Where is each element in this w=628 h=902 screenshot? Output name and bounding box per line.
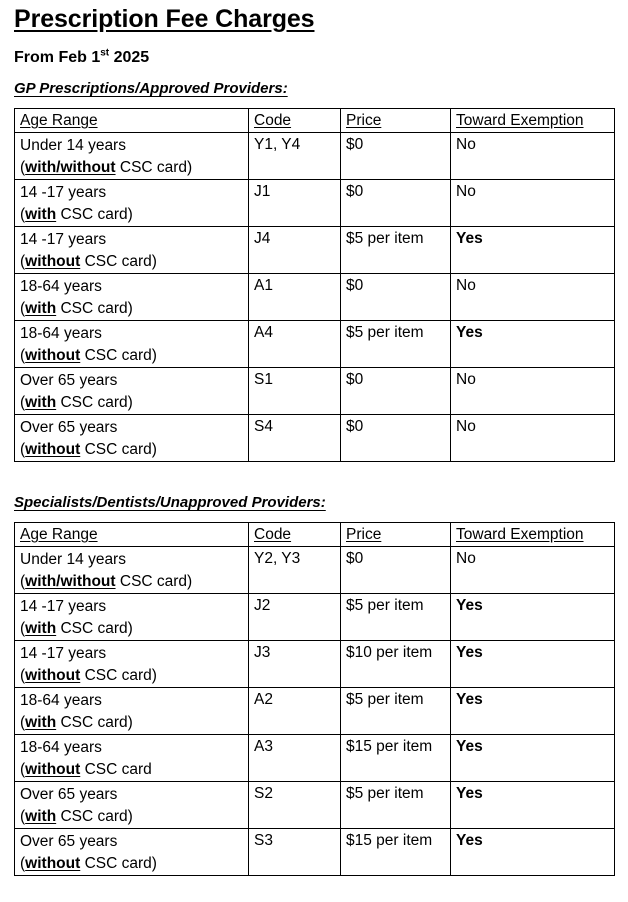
csc-suffix: CSC card) xyxy=(80,667,157,684)
age-range-line2 xyxy=(20,806,248,828)
table-row xyxy=(15,415,615,462)
csc-suffix: CSC card) xyxy=(80,253,157,270)
csc-emphasis: without xyxy=(25,667,81,684)
age-range-line2 xyxy=(20,157,248,179)
age-range-line1: 18-64 years xyxy=(20,739,102,756)
csc-prefix: ( xyxy=(20,159,26,176)
csc-prefix: ( xyxy=(20,206,26,223)
csc-suffix: CSC card) xyxy=(56,300,133,317)
table-row xyxy=(15,227,615,274)
csc-suffix: CSC card) xyxy=(56,714,133,731)
price-cell: $0 xyxy=(341,368,451,415)
table-row xyxy=(15,274,615,321)
csc-emphasis: with/without xyxy=(25,573,116,590)
age-range-line2 xyxy=(20,439,248,461)
age-range-cell xyxy=(15,594,249,641)
column-header xyxy=(451,109,615,133)
age-range-line2 xyxy=(20,204,248,226)
code-cell: S4 xyxy=(249,415,341,462)
csc-emphasis: without xyxy=(25,761,81,778)
table-row xyxy=(15,547,615,594)
toward-exemption-cell: Yes xyxy=(451,782,615,829)
csc-emphasis: with/without xyxy=(25,159,116,176)
table-row xyxy=(15,782,615,829)
column-header xyxy=(341,109,451,133)
csc-prefix: ( xyxy=(20,253,26,270)
toward-exemption-cell: No xyxy=(451,133,615,180)
code-cell: J2 xyxy=(249,594,341,641)
toward-exemption-cell: No xyxy=(451,415,615,462)
age-range-cell xyxy=(15,829,249,876)
age-range-line2 xyxy=(20,345,248,367)
csc-emphasis: with xyxy=(25,620,57,637)
age-range-line1: 14 -17 years xyxy=(20,231,107,248)
toward-exemption-cell: Yes xyxy=(451,688,615,735)
age-range-cell xyxy=(15,547,249,594)
age-range-cell xyxy=(15,641,249,688)
column-header-label: Age Range xyxy=(20,526,98,543)
age-range-line1: 14 -17 years xyxy=(20,598,107,615)
column-header xyxy=(451,523,615,547)
code-cell: A4 xyxy=(249,321,341,368)
toward-exemption-cell: Yes xyxy=(451,735,615,782)
toward-exemption-cell: Yes xyxy=(451,594,615,641)
code-cell: S3 xyxy=(249,829,341,876)
age-range-line1: 18-64 years xyxy=(20,278,102,295)
age-range-line2 xyxy=(20,298,248,320)
column-header-label: Toward Exemption xyxy=(456,112,584,129)
csc-suffix: CSC card) xyxy=(56,620,133,637)
csc-suffix: CSC card) xyxy=(115,573,193,590)
page-title: Prescription Fee Charges xyxy=(14,5,315,33)
code-cell: A2 xyxy=(249,688,341,735)
price-cell: $0 xyxy=(341,133,451,180)
toward-exemption-cell: Yes xyxy=(451,829,615,876)
column-header xyxy=(15,109,249,133)
csc-suffix: CSC card xyxy=(80,761,152,778)
age-range-line1: Under 14 years xyxy=(20,551,126,568)
age-range-line2 xyxy=(20,665,248,687)
fee-table-1 xyxy=(14,108,615,462)
age-range-cell xyxy=(15,782,249,829)
csc-emphasis: with xyxy=(25,714,57,731)
toward-exemption-cell: No xyxy=(451,547,615,594)
section-heading-2: Specialists/Dentists/Unapproved Providers: xyxy=(14,494,326,511)
csc-suffix: CSC card) xyxy=(115,159,193,176)
age-range-line1: 14 -17 years xyxy=(20,645,107,662)
price-cell: $15 per item xyxy=(341,829,451,876)
age-range-line2 xyxy=(20,712,248,734)
column-header-label: Code xyxy=(254,526,292,543)
column-header-label: Price xyxy=(346,526,382,543)
csc-prefix: ( xyxy=(20,620,26,637)
column-header xyxy=(249,109,341,133)
table-row xyxy=(15,594,615,641)
column-header-label: Toward Exemption xyxy=(456,526,584,543)
table-row xyxy=(15,133,615,180)
sections-container xyxy=(14,68,616,876)
toward-exemption-cell: No xyxy=(451,274,615,321)
age-range-line1: 18-64 years xyxy=(20,692,102,709)
age-range-line1: Over 65 years xyxy=(20,833,118,850)
csc-emphasis: with xyxy=(25,206,57,223)
column-header-label: Price xyxy=(346,112,382,129)
age-range-cell xyxy=(15,274,249,321)
price-cell: $10 per item xyxy=(341,641,451,688)
table-header-row xyxy=(15,523,615,547)
price-cell: $0 xyxy=(341,180,451,227)
code-cell: A1 xyxy=(249,274,341,321)
age-range-cell xyxy=(15,133,249,180)
column-header-label: Code xyxy=(254,112,292,129)
code-cell: Y1, Y4 xyxy=(249,133,341,180)
section-heading-1: GP Prescriptions/Approved Providers: xyxy=(14,80,288,97)
price-cell: $5 per item xyxy=(341,321,451,368)
table-header-row xyxy=(15,109,615,133)
age-range-line1: Over 65 years xyxy=(20,372,118,389)
csc-prefix: ( xyxy=(20,347,26,364)
csc-suffix: CSC card) xyxy=(80,347,157,364)
csc-emphasis: with xyxy=(25,394,57,411)
table-row xyxy=(15,688,615,735)
age-range-line2 xyxy=(20,392,248,414)
age-range-line2 xyxy=(20,759,248,781)
csc-suffix: CSC card) xyxy=(56,808,133,825)
csc-emphasis: without xyxy=(25,855,81,872)
code-cell: J1 xyxy=(249,180,341,227)
age-range-cell xyxy=(15,415,249,462)
code-cell: A3 xyxy=(249,735,341,782)
code-cell: Y2, Y3 xyxy=(249,547,341,594)
csc-emphasis: with xyxy=(25,808,57,825)
age-range-line1: Over 65 years xyxy=(20,419,118,436)
age-range-line2 xyxy=(20,571,248,593)
effective-date-prefix: From Feb 1 xyxy=(14,49,101,66)
age-range-cell xyxy=(15,180,249,227)
csc-prefix: ( xyxy=(20,300,26,317)
csc-suffix: CSC card) xyxy=(80,855,157,872)
csc-prefix: ( xyxy=(20,714,26,731)
csc-prefix: ( xyxy=(20,761,26,778)
section-spacer xyxy=(14,462,616,482)
age-range-line1: 14 -17 years xyxy=(20,184,107,201)
age-range-cell xyxy=(15,227,249,274)
table-row xyxy=(15,180,615,227)
toward-exemption-cell: Yes xyxy=(451,227,615,274)
price-cell: $5 per item xyxy=(341,227,451,274)
csc-prefix: ( xyxy=(20,808,26,825)
code-cell: J4 xyxy=(249,227,341,274)
table-row xyxy=(15,321,615,368)
price-cell: $5 per item xyxy=(341,688,451,735)
toward-exemption-cell: Yes xyxy=(451,321,615,368)
csc-prefix: ( xyxy=(20,855,26,872)
column-header xyxy=(249,523,341,547)
table-row xyxy=(15,829,615,876)
code-cell: S2 xyxy=(249,782,341,829)
table-row xyxy=(15,368,615,415)
column-header xyxy=(341,523,451,547)
age-range-line1: 18-64 years xyxy=(20,325,102,342)
csc-suffix: CSC card) xyxy=(56,394,133,411)
csc-suffix: CSC card) xyxy=(56,206,133,223)
price-cell: $5 per item xyxy=(341,782,451,829)
column-header xyxy=(15,523,249,547)
age-range-line1: Under 14 years xyxy=(20,137,126,154)
age-range-cell xyxy=(15,368,249,415)
toward-exemption-cell: No xyxy=(451,180,615,227)
csc-emphasis: without xyxy=(25,347,81,364)
csc-prefix: ( xyxy=(20,394,26,411)
code-cell: S1 xyxy=(249,368,341,415)
fee-table-2 xyxy=(14,522,615,876)
table-row xyxy=(15,735,615,782)
csc-suffix: CSC card) xyxy=(80,441,157,458)
csc-prefix: ( xyxy=(20,573,26,590)
effective-date xyxy=(14,34,616,68)
age-range-line2 xyxy=(20,853,248,875)
price-cell: $0 xyxy=(341,274,451,321)
effective-date-ordinal: st xyxy=(100,47,110,59)
toward-exemption-cell: Yes xyxy=(451,641,615,688)
age-range-line1: Over 65 years xyxy=(20,786,118,803)
effective-date-suffix: 2025 xyxy=(109,49,150,66)
table-row xyxy=(15,641,615,688)
age-range-line2 xyxy=(20,251,248,273)
price-cell: $15 per item xyxy=(341,735,451,782)
age-range-line2 xyxy=(20,618,248,640)
toward-exemption-cell: No xyxy=(451,368,615,415)
price-cell: $0 xyxy=(341,415,451,462)
age-range-cell xyxy=(15,735,249,782)
csc-emphasis: without xyxy=(25,441,81,458)
csc-emphasis: without xyxy=(25,253,81,270)
age-range-cell xyxy=(15,321,249,368)
csc-prefix: ( xyxy=(20,667,26,684)
price-cell: $0 xyxy=(341,547,451,594)
price-cell: $5 per item xyxy=(341,594,451,641)
age-range-cell xyxy=(15,688,249,735)
csc-emphasis: with xyxy=(25,300,57,317)
column-header-label: Age Range xyxy=(20,112,98,129)
csc-prefix: ( xyxy=(20,441,26,458)
code-cell: J3 xyxy=(249,641,341,688)
